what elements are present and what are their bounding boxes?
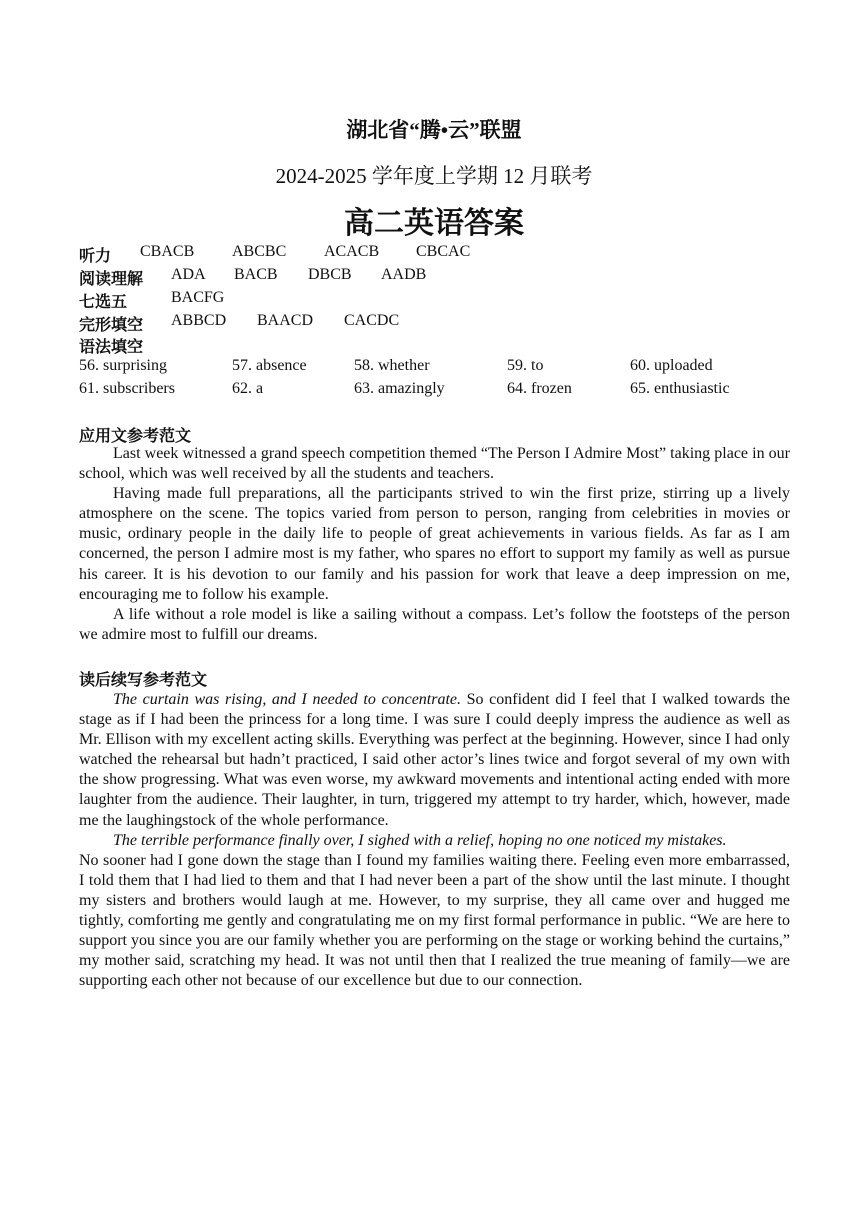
reading-group: AADB <box>381 266 427 283</box>
writing-section-title: 应用文参考范文 <box>79 428 192 445</box>
grammar-item: 57. absence <box>232 357 307 374</box>
continuation-section-title: 读后续写参考范文 <box>79 672 208 689</box>
listening-group: CBCAC <box>416 243 471 260</box>
writing-paragraph: Having made full preparations, all the participants strived to win the first prize, stirring up a lively atmosphere on the scene. The topics varied from person to person, ranging from celebrities in movies or music, ordinary people in the daily life to people of great achievements in various fields. As far as I am concerned, the person I admire most is my father, who spares no effort to support my family as well as pursue his career. It is his devotion to our family and his passion for work that leave a deep impression on me, encouraging me to follow his example. <box>79 485 790 603</box>
cloze-group: BAACD <box>257 312 314 329</box>
continuation-body: So confident did I feel that I walked towards the stage as if I had been the princess for a long time. I was sure I could deeply impress the audience as well as Mr. Ellison with my excellent acting skills. Everything was perfect at the beginning. However, since I had only watched the rehearsal but hadn’t practiced, I said other actor’s lines twice and forgot several of my own with the show progressing. What was even worse, my awkward movements and intentional acting ended with more laughter from the audience. Their laughter, in turn, triggered my attempt to try harder, which, however, made me the laughingstock of the whole performance. <box>79 691 791 829</box>
continuation-paragraph: No sooner had I gone down the stage than I found my families waiting there. Feeling even more embarrassed, I told them that I had lied to them and that I had never been a part of the show until the last minute. I thought my sisters and brothers would laugh at me. However, to my surprise, they all came over and hugged me tightly, comforting me gently and congratulating me on my first formal performance in public. “We are here to support you since you are our family whether you are performing on the stage or working behind the curtains,” my mother said, scratching my head. It was not until then that I realized the true meaning of family—we are supporting each other not because of our excellence but due to our connection. <box>79 851 790 990</box>
grammar-item: 59. to <box>507 357 544 374</box>
continuation-lead-sentence: The curtain was rising, and I needed to concentrate. <box>113 691 462 708</box>
cloze-group: ABBCD <box>171 312 227 329</box>
grammar-item: 56. surprising <box>79 357 167 374</box>
writing-paragraph: A life without a role model is like a sailing without a compass. Let’s follow the footsteps of the person we admire most to fulfill our dreams. <box>79 605 790 643</box>
reading-group: ADA <box>171 266 206 283</box>
continuation-paragraph-lead <box>79 831 790 851</box>
seven-label: 七选五 <box>79 294 128 311</box>
continuation-essay <box>79 690 790 991</box>
grammar-item: 61. subscribers <box>79 380 175 397</box>
grammar-item: 62. a <box>232 380 264 397</box>
listening-group: CBACB <box>140 243 195 260</box>
writing-paragraph: Last week witnessed a grand speech competition themed “The Person I Admire Most” taking place in our school, which was well received by all the students and teachers. <box>79 445 790 483</box>
cloze-group: CACDC <box>344 312 400 329</box>
exam-title: 2024-2025 学年度上学期 12 月联考 <box>275 164 593 188</box>
reading-group: DBCB <box>308 266 352 283</box>
grammar-item: 64. frozen <box>507 380 572 397</box>
grammar-item: 60. uploaded <box>630 357 713 374</box>
grammar-label: 语法填空 <box>79 339 144 356</box>
continuation-lead-sentence: The terrible performance finally over, I sighed with a relief, hoping no one noticed my mistakes. <box>113 831 727 849</box>
cloze-label: 完形填空 <box>79 317 144 334</box>
listening-label: 听力 <box>79 248 112 265</box>
writing-essay <box>79 444 790 645</box>
organization-title: 湖北省“腾•云”联盟 <box>346 118 522 142</box>
subject-title: 高二英语答案 <box>344 207 524 240</box>
grammar-item: 63. amazingly <box>354 380 445 397</box>
reading-label: 阅读理解 <box>79 271 144 288</box>
grammar-item: 65. enthusiastic <box>630 380 730 397</box>
seven-group: BACFG <box>171 289 225 306</box>
continuation-paragraph <box>79 690 790 831</box>
listening-group: ABCBC <box>232 243 287 260</box>
grammar-item: 58. whether <box>354 357 430 374</box>
listening-group: ACACB <box>324 243 380 260</box>
reading-group: BACB <box>234 266 278 283</box>
